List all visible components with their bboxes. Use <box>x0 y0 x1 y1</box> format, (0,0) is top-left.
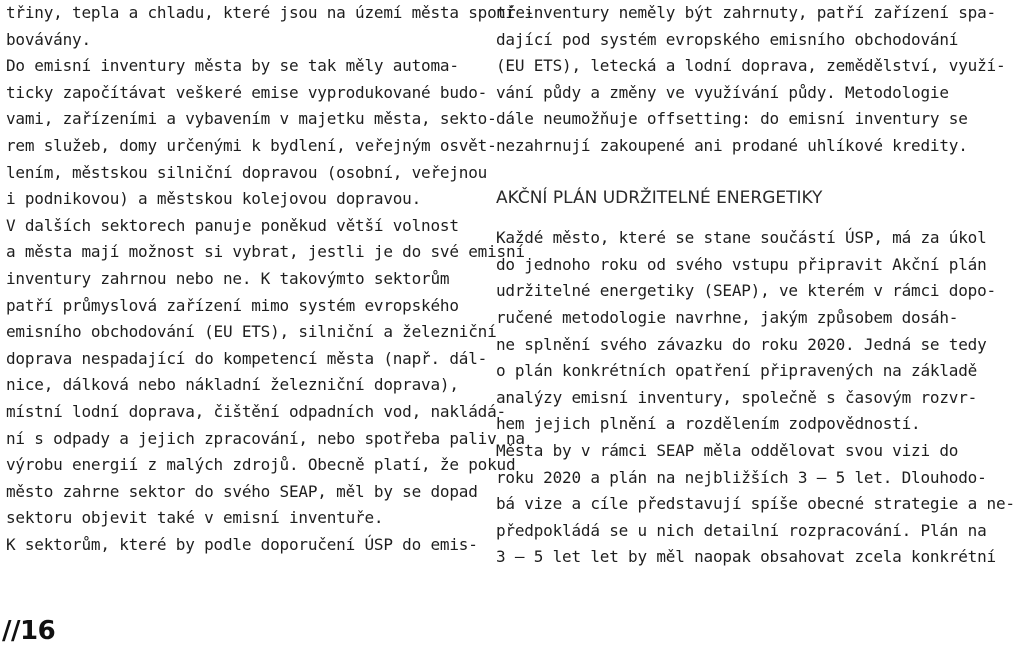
text-line: vami, zařízeními a vybavením v majetku města, sekto- <box>6 109 497 129</box>
left-column <box>6 0 535 558</box>
text-line: udržitelné energetiky (SEAP), ve kterém v rámci dopo- <box>496 281 996 301</box>
text-line: bovávány. <box>6 29 91 49</box>
page-number: //16 <box>2 616 56 646</box>
text-line: Každé město, které se stane součástí ÚSP, má za úkol <box>496 228 987 248</box>
text-line: ní s odpady a jejich zpracování, nebo spotřeba paliv na <box>6 428 525 448</box>
text-line: V dalších sektorech panuje poněkud větší volnost <box>6 215 459 235</box>
text-line: a města mají možnost si vybrat, jestli je do své emisní <box>6 242 525 262</box>
heading-spacer-bottom <box>496 211 956 225</box>
text-line: nice, dálková nebo nákladní železniční doprava), <box>6 375 459 395</box>
text-line: hem jejich plnění a rozdělením zodpovědností. <box>496 414 921 434</box>
text-line: ne splnění svého závazku do roku 2020. Jedná se tedy <box>496 334 987 354</box>
text-line: ticky započítávat veškeré emise vyprodukované budo- <box>6 82 488 102</box>
text-line: roku 2020 a plán na nejbližších 3 – 5 let. Dlouhodo- <box>496 467 987 487</box>
text-line: (EU ETS), letecká a lodní doprava, zemědělství, využí- <box>496 56 1006 76</box>
text-line: ní inventury neměly být zahrnuty, patří zařízení spa- <box>496 3 996 22</box>
text-line: emisního obchodování (EU ETS), silniční a železniční <box>6 322 497 342</box>
text-line: vání půdy a změny ve využívání půdy. Metodologie <box>496 82 949 102</box>
paragraph-top <box>496 0 1006 160</box>
text-line: K sektorům, které by podle doporučení ÚSP do emis- <box>6 534 478 554</box>
heading-spacer <box>496 160 956 185</box>
text-line: sektoru objevit také v emisní inventuře. <box>6 508 384 528</box>
text-line: bá vize a cíle představují spíše obecné strategie a ne- <box>496 494 1015 514</box>
text-line: inventury zahrnou nebo ne. K takovýmto sektorům <box>6 268 450 288</box>
text-line: město zahrne sektor do svého SEAP, měl by se dopad <box>6 481 478 501</box>
text-line: třiny, tepla a chladu, které jsou na území města spotře- <box>6 3 535 22</box>
text-line: do jednoho roku od svého vstupu připravit Akční plán <box>496 254 987 274</box>
text-line: dále neumožňuje offsetting: do emisní inventury se <box>496 109 968 129</box>
text-line: nezahrnují zakoupené ani prodané uhlíkové kredity. <box>496 135 968 155</box>
text-line: o plán konkrétních opatření připravených na základě <box>496 361 978 381</box>
text-line: předpokládá se u nich detailní rozpracování. Plán na <box>496 520 987 540</box>
text-line: výrobu energií z malých zdrojů. Obecně platí, že pokud <box>6 455 516 475</box>
text-line: patří průmyslová zařízení mimo systém evropského <box>6 295 459 315</box>
text-line: i podnikovou) a městskou kolejovou dopravou. <box>6 189 422 209</box>
text-line: místní lodní doprava, čištění odpadních vod, nakládá- <box>6 401 506 421</box>
text-line: rem služeb, domy určenými k bydlení, veřejným osvět- <box>6 135 497 155</box>
section-heading: AKČNÍ PLÁN UDRŽITELNÉ ENERGETIKY <box>496 187 823 208</box>
text-line: doprava nespadající do kompetencí města (např. dál- <box>6 348 488 368</box>
paragraph-bottom <box>496 225 1015 571</box>
text-line: Města by v rámci SEAP měla oddělovat svou vizi do <box>496 440 959 460</box>
text-line: dající pod systém evropského emisního obchodování <box>496 29 959 49</box>
right-column <box>496 0 1015 571</box>
text-line: lením, městskou silniční dopravou (osobní, veřejnou <box>6 162 488 182</box>
text-line: ručené metodologie navrhne, jakým způsobem dosáh- <box>496 307 959 327</box>
text-line: Do emisní inventury města by se tak měly automa- <box>6 56 459 76</box>
text-line: 3 – 5 let let by měl naopak obsahovat zcela konkrétní <box>496 547 996 567</box>
text-line: analýzy emisní inventury, společně s časovým rozvr- <box>496 387 978 407</box>
